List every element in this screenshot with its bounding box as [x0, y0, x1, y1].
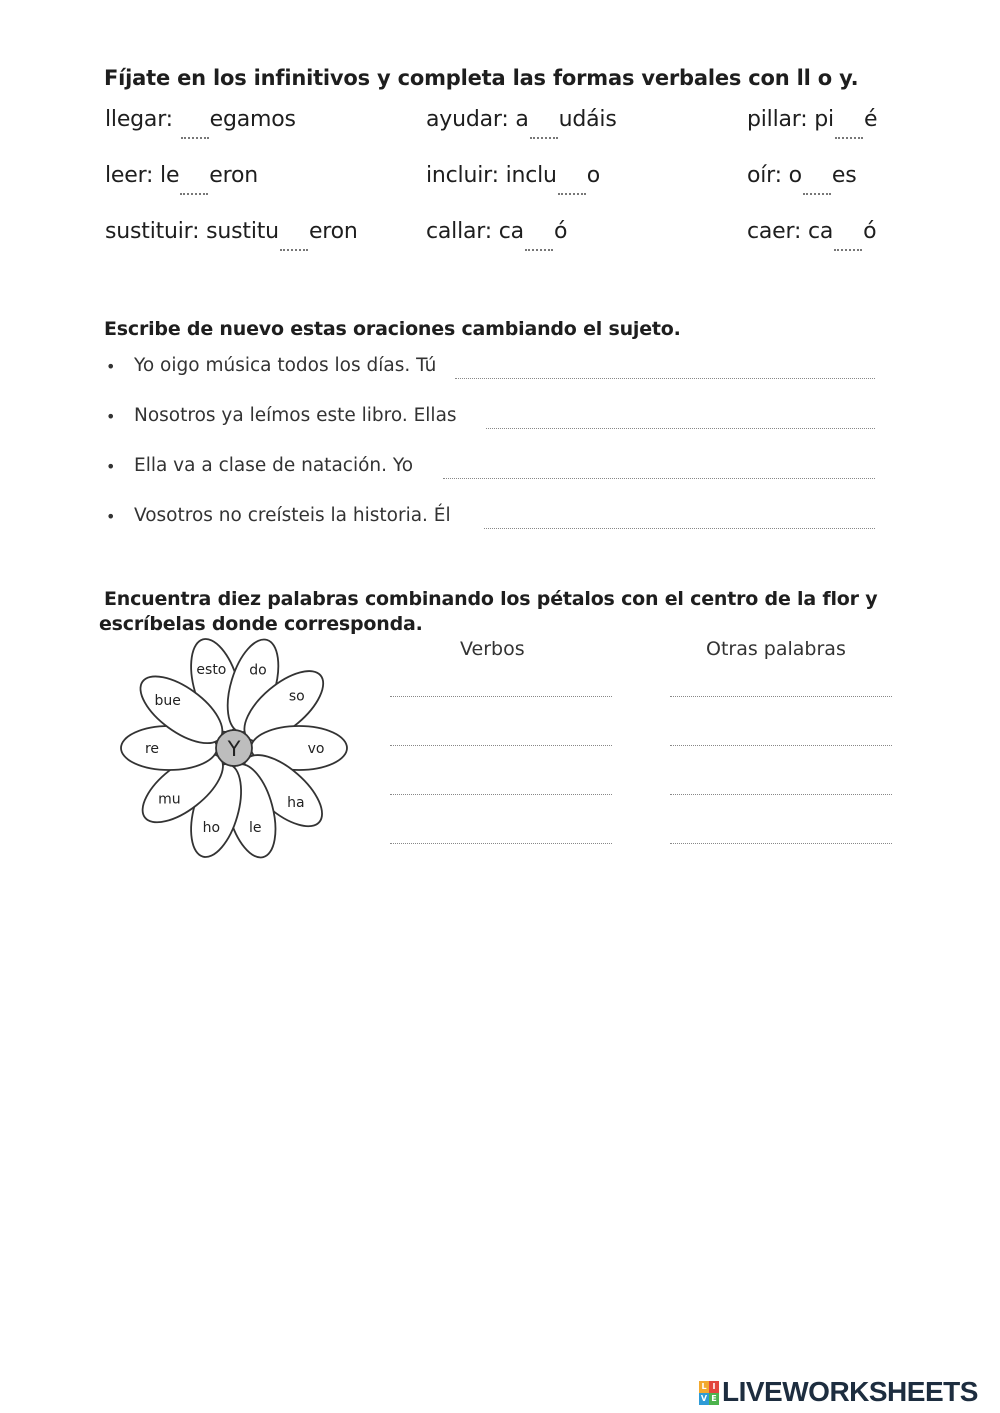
ex1-blank-3[interactable] [835, 117, 863, 139]
liveworksheets-logo-icon: L I V E [699, 1381, 719, 1405]
ex2-sentence-4: Vosotros no creísteis la historia. Él [134, 505, 451, 526]
petal-label: vo [307, 741, 325, 757]
ex1-blank-6[interactable] [803, 173, 831, 195]
column-verbs-header: Verbos [460, 638, 525, 660]
ex2-sentence-3: Ella va a clase de natación. Yo [134, 455, 414, 476]
ex1-blank-8[interactable] [525, 229, 553, 251]
petal-label: le [248, 820, 262, 837]
ex1-blank-9[interactable] [834, 229, 862, 251]
exercise2-title: Escribe de nuevo estas oraciones cambiando el sujeto. [104, 318, 681, 340]
verbs-answer-3[interactable] [390, 774, 612, 795]
ex1-item-ayudar: ayudar: a udáis [426, 107, 617, 133]
ex2-answer-4[interactable] [484, 508, 875, 529]
column-others-header: Otras palabras [706, 638, 846, 660]
ex2-answer-1[interactable] [455, 358, 875, 379]
ex1-item-incluir: incluir: inclu o [426, 163, 600, 189]
verbs-answer-2[interactable] [390, 725, 612, 746]
others-answer-3[interactable] [670, 774, 892, 795]
ex2-answer-2[interactable] [486, 408, 875, 429]
exercise1-title: Fíjate en los infinitivos y completa las formas verbales con ll o y. [104, 66, 859, 90]
others-answer-2[interactable] [670, 725, 892, 746]
petal-label: re [144, 741, 160, 757]
ex1-blank-4[interactable] [180, 173, 208, 195]
liveworksheets-brand: LIVEWORKSHEETS [722, 1376, 978, 1407]
ex1-blank-5[interactable] [558, 173, 586, 195]
petal-label: do [249, 662, 267, 679]
ex1-item-pillar: pillar: pi é [747, 107, 877, 133]
verbs-answer-4[interactable] [390, 823, 612, 844]
ex2-sentence-2: Nosotros ya leímos este libro. Ellas [134, 405, 457, 426]
others-answer-1[interactable] [670, 676, 892, 697]
ex2-answer-3[interactable] [443, 458, 875, 479]
ex1-item-leer: leer: le eron [105, 163, 258, 189]
ex1-blank-1[interactable] [181, 117, 209, 139]
petal-label: esto [196, 662, 227, 679]
ex1-item-oir: oír: o es [747, 163, 857, 189]
exercise3-title-line1: Encuentra diez palabras combinando los pétalos con el centro de la flor y [104, 588, 878, 610]
ex1-item-caer: caer: ca ó [747, 219, 876, 245]
ex2-sentence-1: Yo oigo música todos los días. Tú [134, 355, 437, 376]
petal-label: bue [154, 692, 181, 709]
exercise3-title-line2: escríbelas donde corresponda. [99, 613, 423, 635]
bullet: • [106, 507, 116, 526]
flower-diagram [120, 635, 360, 860]
ex1-blank-2[interactable] [530, 117, 558, 139]
bullet: • [106, 357, 116, 376]
ex1-item-sustituir: sustituir: sustitu eron [105, 219, 358, 245]
ex1-item-callar: callar: ca ó [426, 219, 567, 245]
petal-label: so [288, 688, 305, 705]
petal-label: ho [202, 819, 221, 836]
verbs-answer-1[interactable] [390, 676, 612, 697]
ex1-item-llegar: llegar: egamos [105, 107, 296, 133]
petal-label: ha [287, 794, 305, 811]
petal-label: mu [158, 791, 181, 808]
ex1-blank-7[interactable] [280, 229, 308, 251]
flower-center-label: Y [227, 737, 241, 761]
others-answer-4[interactable] [670, 823, 892, 844]
bullet: • [106, 457, 116, 476]
bullet: • [106, 407, 116, 426]
